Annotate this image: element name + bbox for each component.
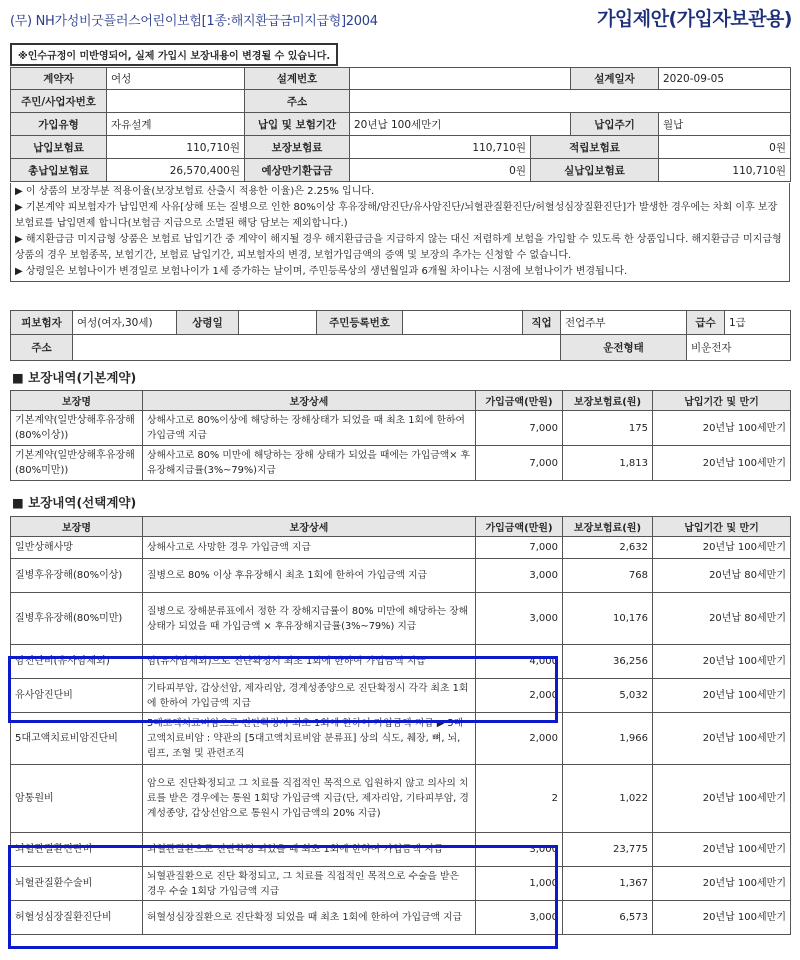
col-header-premium: 보장보험료(원) <box>563 517 653 537</box>
table-row <box>11 765 791 833</box>
coverage-premium: 175 <box>563 411 653 446</box>
design-date-value: 2020-09-05 <box>659 68 791 90</box>
coverage-detail: 뇌혈관질환으로 진단확정 되었을 때 최초 1회에 한하여 가입금액 지급 <box>143 833 476 867</box>
coverage-name: 허혈성심장질환진단비 <box>11 901 143 935</box>
table-row <box>11 537 791 559</box>
note-item: ▶ 기본계약 피보험자가 납입면제 사유[상해 또는 질병으로 인한 80%이상 후유장해/암진단/유사암진단/뇌혈관질환진단/허혈성심장질환진단]가 발생한 경우에는 차회 이후 보장보험료를 납입면제 합니다(보험금 지급으로 소멸된 해당 담보는 제외합니다.) <box>15 202 778 229</box>
premium-label: 납입보험료 <box>11 136 107 159</box>
coverage-detail: 암(유사암제외)으로 진단확정시 최초 1회에 한하여 가입금액 지급 <box>143 645 476 679</box>
coverage-premium: 2,632 <box>563 537 653 559</box>
driving-label: 운전형태 <box>561 335 687 361</box>
coverage-period: 20년납 80세만기 <box>653 559 791 593</box>
table-row <box>11 645 791 679</box>
table-row <box>11 679 791 713</box>
expected-refund-value: 0원 <box>350 159 531 182</box>
table-row <box>11 446 791 481</box>
note-item: ▶ 상령일은 보험나이가 변경일로 보험나이가 1세 증가하는 날이며, 주민등록상의 생년월일과 6개월 차이나는 시점에 보험나이가 변경됩니다. <box>15 266 628 277</box>
birthday-label: 상령일 <box>177 311 239 335</box>
cycle-value: 월납 <box>659 113 791 136</box>
birthday-value <box>239 311 317 335</box>
col-header-name: 보장명 <box>11 517 143 537</box>
col-header-amount: 가입금액(만원) <box>476 391 563 411</box>
coverage-premium: 768 <box>563 559 653 593</box>
coverage-amount: 7,000 <box>476 411 563 446</box>
col-header-detail: 보장상세 <box>143 391 476 411</box>
insured-label: 피보험자 <box>11 311 73 335</box>
table-row <box>11 559 791 593</box>
address-value <box>350 90 791 113</box>
col-header-amount: 가입금액(만원) <box>476 517 563 537</box>
id-number-value <box>107 90 245 113</box>
underwriting-warning: ※인수규정이 미반영되어, 실제 가입시 보장내용이 변경될 수 있습니다. <box>10 43 338 66</box>
table-row <box>11 713 791 765</box>
coverage-detail: 상해사고로 사망한 경우 가입금액 지급 <box>143 537 476 559</box>
period-value: 20년납 100세만기 <box>350 113 571 136</box>
total-premium-value: 26,570,400원 <box>107 159 245 182</box>
total-premium-label: 총납입보험료 <box>11 159 107 182</box>
job-label: 직업 <box>523 311 561 335</box>
coverage-amount: 2,000 <box>476 679 563 713</box>
coverage-name: 유사암진단비 <box>11 679 143 713</box>
coverage-detail: 기타피부암, 갑상선암, 제자리암, 경계성종양으로 진단확정시 각각 최초 1회에 한하여 가입금액 지급 <box>143 679 476 713</box>
insured-address-value <box>73 335 561 361</box>
coverage-premium: 1,966 <box>563 713 653 765</box>
note-item: ▶ 이 상품의 보장부분 적용이율(보장보험료 산출시 적용한 이율)은 2.25% 입니다. <box>15 186 375 197</box>
table-row <box>11 593 791 645</box>
coverage-detail: 상해사고로 80% 미만에 해당하는 장해 상태가 되었을 때에는 가입금액× 후유장해지급률(3%~79%)지급 <box>143 446 476 481</box>
insured-value: 여성(여자,30세) <box>73 311 177 335</box>
document-type-title: 가입제안(가입자보관용) <box>597 8 792 30</box>
driving-value: 비운전자 <box>687 335 791 361</box>
optional-coverage-table <box>10 516 791 935</box>
insured-address-label: 주소 <box>11 335 73 361</box>
grade-label: 급수 <box>687 311 725 335</box>
note-item: ▶ 해지환급금 미지급형 상품은 보험료 납입기간 중 계약이 해지될 경우 해지환급금을 지급하지 않는 대신 저렴하게 보험을 가입할 수 있도록 한 상품입니다. 해지환급금 미지급형 상품의 경우 보험종목, 보험기간, 보험료 납입기간, 피보험자의 변경, 보험가입금액의 증액 및 보장의 추가는 신청할 수 없습니다. <box>15 234 782 261</box>
col-header-period: 납입기간 및 만기 <box>653 391 791 411</box>
coverage-detail: 질병으로 80% 이상 후유장해시 최초 1회에 한하여 가입금액 지급 <box>143 559 476 593</box>
rrn-value <box>403 311 523 335</box>
join-type-value: 자유설계 <box>107 113 245 136</box>
coverage-premium: 1,367 <box>563 867 653 901</box>
basic-coverage-title: ■ 보장내역(기본계약) <box>12 370 137 385</box>
coverage-period: 20년납 100세만기 <box>653 713 791 765</box>
table-row <box>11 411 791 446</box>
coverage-detail: 상해사고로 80%이상에 해당하는 장해상태가 되었을 때 최초 1회에 한하여 가입금액 지급 <box>143 411 476 446</box>
coverage-amount: 7,000 <box>476 446 563 481</box>
coverage-name: 질병후유장해(80%미만) <box>11 593 143 645</box>
coverage-amount: 4,000 <box>476 645 563 679</box>
actual-premium-label: 실납입보험료 <box>531 159 659 182</box>
design-no-value <box>350 68 571 90</box>
coverage-premium: 1,022 <box>563 765 653 833</box>
contractor-label: 계약자 <box>11 68 107 90</box>
coverage-period: 20년납 100세만기 <box>653 537 791 559</box>
coverage-period: 20년납 100세만기 <box>653 679 791 713</box>
coverage-premium-label: 보장보험료 <box>245 136 350 159</box>
join-type-label: 가입유형 <box>11 113 107 136</box>
coverage-amount: 3,000 <box>476 833 563 867</box>
coverage-detail: 암으로 진단확정되고 그 치료를 직접적인 목적으로 입원하지 않고 의사의 치료를 받은 경우에는 통원 1회당 가입금액 지급(단, 제자리암, 기타피부암, 경계성종양, 갑상선암으로 통원시 가입금액의 20% 지급) <box>143 765 476 833</box>
table-row <box>11 867 791 901</box>
contractor-value: 여성 <box>107 68 245 90</box>
coverage-detail: 질병으로 장해분류표에서 정한 각 장해지급률이 80% 미만에 해당하는 장해상태가 되었을 때 가입금액 × 후유장해지급률(3%~79%) 지급 <box>143 593 476 645</box>
period-label: 납입 및 보험기간 <box>245 113 350 136</box>
address-label: 주소 <box>245 90 350 113</box>
coverage-period: 20년납 80세만기 <box>653 593 791 645</box>
document-header <box>10 2 792 38</box>
coverage-period: 20년납 100세만기 <box>653 765 791 833</box>
col-header-premium: 보장보험료(원) <box>563 391 653 411</box>
coverage-premium: 6,573 <box>563 901 653 935</box>
coverage-name: 일반상해사망 <box>11 537 143 559</box>
coverage-name: 뇌혈관질환수술비 <box>11 867 143 901</box>
coverage-name: 질병후유장해(80%이상) <box>11 559 143 593</box>
grade-value: 1급 <box>725 311 791 335</box>
job-value: 전업주부 <box>561 311 687 335</box>
coverage-premium: 10,176 <box>563 593 653 645</box>
coverage-period: 20년납 100세만기 <box>653 411 791 446</box>
insured-info-table <box>10 310 791 361</box>
accum-premium-value: 0원 <box>659 136 791 159</box>
coverage-amount: 7,000 <box>476 537 563 559</box>
id-number-label: 주민/사업자번호 <box>11 90 107 113</box>
optional-coverage-title: ■ 보장내역(선택계약) <box>12 495 137 510</box>
rrn-label: 주민등록번호 <box>317 311 403 335</box>
coverage-amount: 2,000 <box>476 713 563 765</box>
design-date-label: 설계일자 <box>571 68 659 90</box>
coverage-period: 20년납 100세만기 <box>653 901 791 935</box>
coverage-name: 기본계약(일반상해후유장해(80%미만)) <box>11 446 143 481</box>
actual-premium-value: 110,710원 <box>659 159 791 182</box>
coverage-amount: 1,000 <box>476 867 563 901</box>
notes-box <box>10 183 790 282</box>
col-header-name: 보장명 <box>11 391 143 411</box>
coverage-premium: 36,256 <box>563 645 653 679</box>
accum-premium-label: 적립보험료 <box>531 136 659 159</box>
coverage-amount: 3,000 <box>476 559 563 593</box>
coverage-name: 뇌혈관질환진단비 <box>11 833 143 867</box>
coverage-detail: 허혈성심장질환으로 진단확정 되었을 때 최초 1회에 한하여 가입금액 지급 <box>143 901 476 935</box>
table-row <box>11 833 791 867</box>
table-row <box>11 901 791 935</box>
contract-info-table <box>10 67 791 182</box>
coverage-detail: 5대고액치료비암으로 진단확정시 최초 1회에 한하여 가입금액 지급 ▶ 5대고액치료비암 : 약관의 [5대고액치료비암 분류표] 상의 식도, 췌장, 뼈, 뇌, 림프, 조혈 및 관련조직 <box>143 713 476 765</box>
coverage-premium: 23,775 <box>563 833 653 867</box>
coverage-name: 암진단비(유사암제외) <box>11 645 143 679</box>
coverage-period: 20년납 100세만기 <box>653 446 791 481</box>
col-header-period: 납입기간 및 만기 <box>653 517 791 537</box>
coverage-name: 5대고액치료비암진단비 <box>11 713 143 765</box>
product-name: (무) NH가성비굿플러스어린이보험[1종:해지환급금미지급형]2004 <box>10 14 378 29</box>
coverage-premium-value: 110,710원 <box>350 136 531 159</box>
coverage-amount: 2 <box>476 765 563 833</box>
coverage-detail: 뇌혈관질환으로 진단 확정되고, 그 치료를 직접적인 목적으로 수술을 받은 경우 수술 1회당 가입금액 지급 <box>143 867 476 901</box>
coverage-amount: 3,000 <box>476 593 563 645</box>
coverage-period: 20년납 100세만기 <box>653 645 791 679</box>
coverage-name: 암통원비 <box>11 765 143 833</box>
design-no-label: 설계번호 <box>245 68 350 90</box>
coverage-premium: 1,813 <box>563 446 653 481</box>
basic-coverage-table <box>10 390 791 481</box>
col-header-detail: 보장상세 <box>143 517 476 537</box>
coverage-amount: 3,000 <box>476 901 563 935</box>
coverage-period: 20년납 100세만기 <box>653 867 791 901</box>
expected-refund-label: 예상만기환급금 <box>245 159 350 182</box>
coverage-period: 20년납 100세만기 <box>653 833 791 867</box>
cycle-label: 납입주기 <box>571 113 659 136</box>
coverage-premium: 5,032 <box>563 679 653 713</box>
premium-value: 110,710원 <box>107 136 245 159</box>
coverage-name: 기본계약(일반상해후유장해(80%이상)) <box>11 411 143 446</box>
